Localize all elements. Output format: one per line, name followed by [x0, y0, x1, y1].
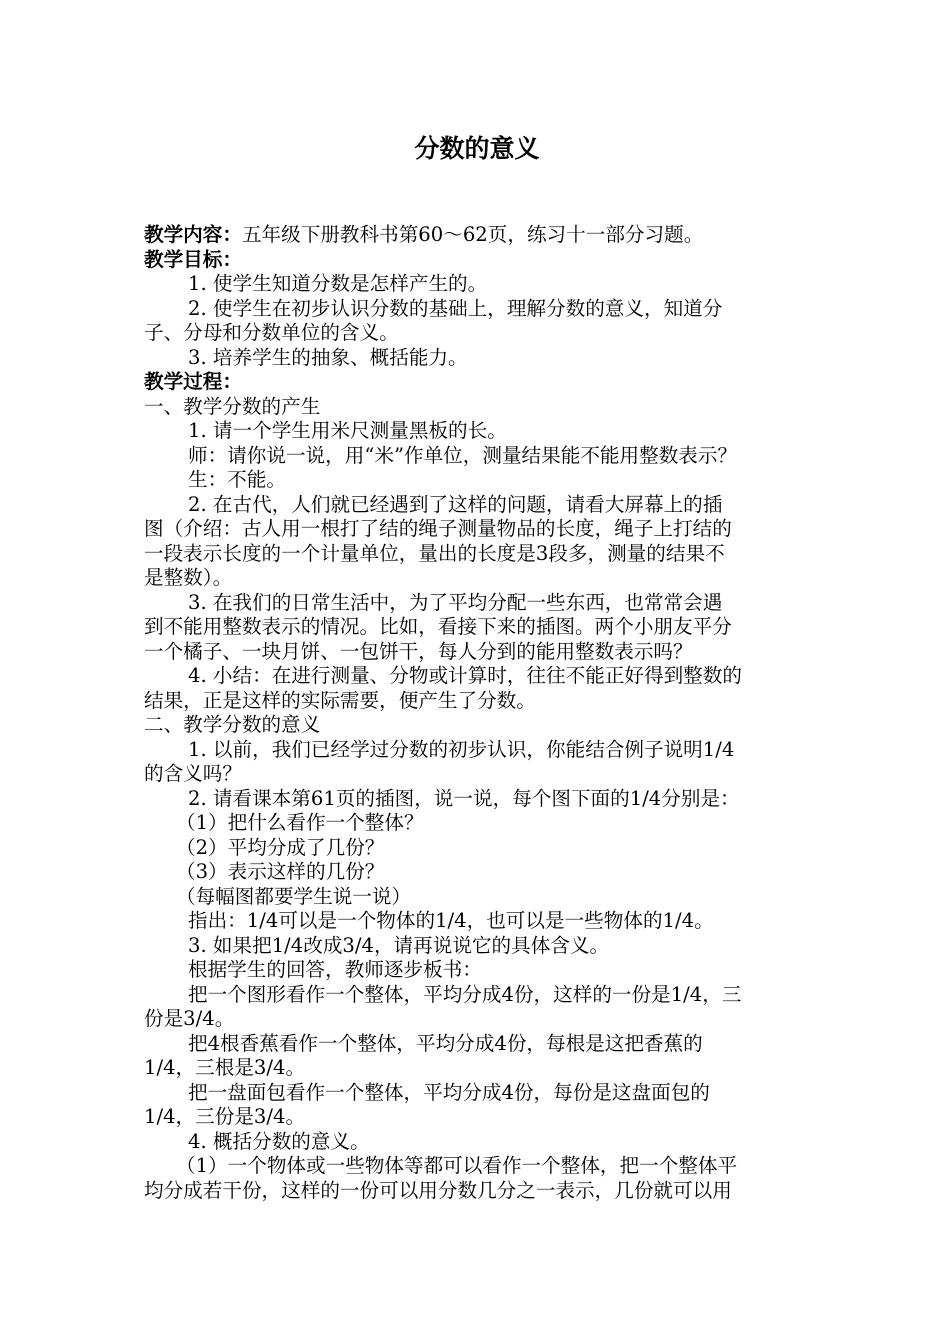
- paragraph: 2. 请看课本第61页的插图，说一说，每个图下面的1/4分别是：: [188, 786, 740, 810]
- content-text: 五年级下册教科书第60～62页，练习十一部分习题。: [241, 223, 704, 246]
- paragraph: 3. 如果把1/4改成3/4，请再说说它的具体含义。: [188, 933, 610, 957]
- goal-item: 2. 使学生在初步认识分数的基础上，理解分数的意义，知道分: [188, 296, 723, 320]
- paragraph: （1）一个物体或一些物体等都可以看作一个整体，把一个整体平: [176, 1154, 738, 1177]
- paragraph-cont: 结果，正是这样的实际需要，便产生了分数。: [144, 688, 536, 712]
- paragraph: 1. 请一个学生用米尺测量黑板的长。: [188, 419, 507, 442]
- goals-label: 教学目标：: [144, 247, 242, 271]
- document-title: 分数的意义: [414, 134, 540, 163]
- paragraph: 1. 以前，我们已经学过分数的初步认识，你能结合例子说明1/4: [188, 737, 735, 761]
- paragraph-cont: 图（介绍：古人用一根打了结的绳子测量物品的长度，绳子上打结的: [144, 517, 732, 540]
- paragraph-cont: 到不能用整数表示的情况。比如，看接下来的插图。两个小朋友平分: [144, 615, 732, 638]
- board-line-cont: 份是3/4。: [144, 1007, 235, 1030]
- paragraph: 4. 概括分数的意义。: [188, 1129, 370, 1153]
- note: （每幅图都要学生说一说）: [176, 884, 412, 908]
- board-line-cont: 1/4，三份是3/4。: [144, 1105, 306, 1128]
- board-line: 把4根香蕉看作一个整体，平均分成4份，每根是这把香蕉的: [188, 1031, 703, 1055]
- document-body: [144, 223, 810, 1203]
- section-heading: 一、教学分数的产生: [144, 394, 321, 418]
- content-line: [144, 223, 810, 248]
- board-line: 把一个图形看作一个整体，平均分成4份，这样的一份是1/4，三: [188, 982, 742, 1006]
- paragraph-cont: 均分成若干份，这样的一份可以用分数几分之一表示，几份就可以用: [144, 1178, 732, 1202]
- paragraph: 4. 小结：在进行测量、分物或计算时，往往不能正好得到整数的: [188, 664, 742, 687]
- goal-item-cont: 子、分母和分数单位的含义。: [144, 321, 399, 344]
- paragraph-cont: 的含义吗？: [144, 762, 242, 785]
- goal-item: 1. 使学生知道分数是怎样产生的。: [188, 272, 488, 295]
- content-label: 教学内容：: [144, 223, 242, 246]
- section-heading: 二、教学分数的意义: [144, 713, 321, 736]
- paragraph: 生：不能。: [188, 468, 286, 491]
- board-line: 把一盘面包看作一个整体，平均分成4份，每份是这盘面包的: [188, 1080, 710, 1104]
- question-item: （1）把什么看作一个整体？: [176, 811, 424, 834]
- paragraph: 2. 在古代，人们就已经遇到了这样的问题，请看大屏幕上的插: [188, 492, 723, 516]
- paragraph: 3. 在我们的日常生活中，为了平均分配一些东西，也常常会遇: [188, 590, 723, 614]
- paragraph: 根据学生的回答，教师逐步板书：: [188, 958, 482, 981]
- question-item: （2）平均分成了几份？: [176, 835, 385, 859]
- board-line-cont: 1/4，三根是3/4。: [144, 1056, 306, 1079]
- paragraph-cont: 是整数）。: [144, 566, 233, 589]
- paragraph: 指出：1/4可以是一个物体的1/4，也可以是一些物体的1/4。: [188, 909, 714, 932]
- paragraph-cont: 一段表示长度的一个计量单位，量出的长度是3段多，测量的结果不: [144, 541, 725, 565]
- paragraph-cont: 一个橘子、一块月饼、一包饼干，每人分到的能用整数表示吗？: [144, 639, 693, 663]
- goal-item: 3. 培养学生的抽象、概括能力。: [188, 345, 468, 369]
- paragraph: 师：请你说一说，用“米”作单位，测量结果能不能用整数表示？: [188, 443, 738, 467]
- question-item: （3）表示这样的几份？: [176, 860, 385, 883]
- process-label: 教学过程：: [144, 370, 242, 393]
